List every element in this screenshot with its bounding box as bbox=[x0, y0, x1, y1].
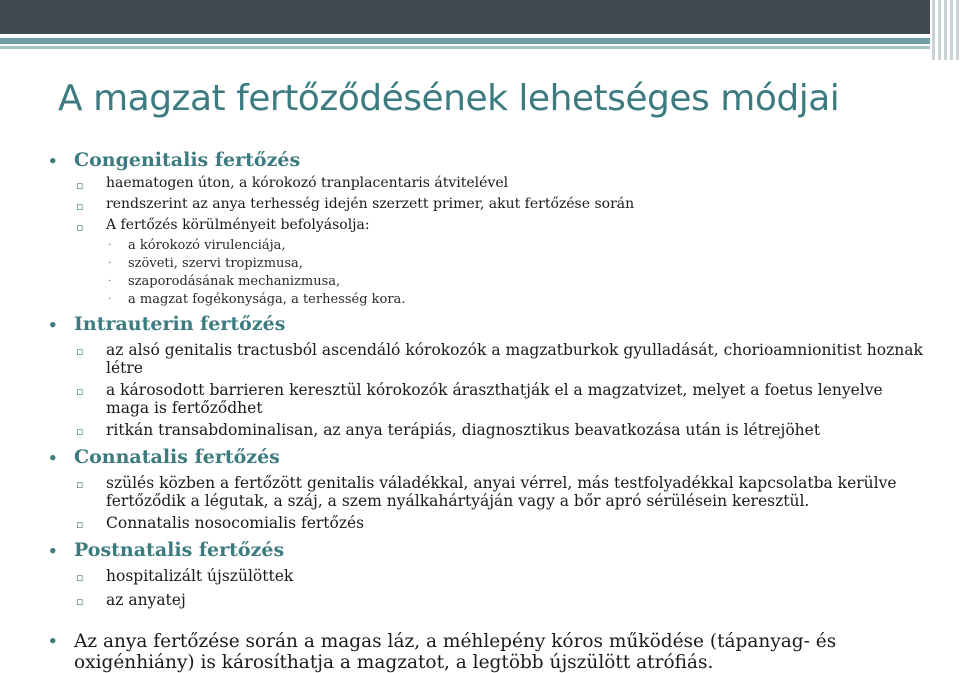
bullet-icon: • bbox=[48, 316, 58, 334]
list-item: ▫ hospitalizált újszülöttek bbox=[76, 567, 294, 585]
bullet-icon: • bbox=[48, 632, 58, 650]
section-intrauterin bbox=[48, 312, 928, 441]
sub-list-item: · a kórokozó virulenciája, bbox=[108, 238, 286, 253]
sub-bullet-icon: ▫ bbox=[76, 385, 84, 398]
sub-bullet-icon: ▫ bbox=[76, 478, 84, 491]
list-item: ▫ ritkán transabdominalisan, az anya terápiás, diagnosztikus beavatkozása után is létrejöhet bbox=[76, 421, 821, 439]
header-band bbox=[0, 0, 930, 34]
sub-list-item: · a magzat fogékonysága, a terhesség kora. bbox=[108, 292, 406, 307]
sub-bullet-icon: ▫ bbox=[76, 345, 84, 358]
sub-bullet-icon: ▫ bbox=[76, 518, 84, 531]
sub-list-item: · szöveti, szervi tropizmusa, bbox=[108, 256, 303, 271]
header-corner-pattern bbox=[932, 0, 960, 60]
bullet-icon: • bbox=[48, 449, 58, 467]
bullet-icon: • bbox=[48, 152, 58, 170]
section-heading: Intrauterin fertőzés bbox=[74, 313, 286, 335]
section-congenitalis bbox=[48, 148, 928, 308]
sub-bullet-icon: ▫ bbox=[76, 221, 84, 234]
header-stripe bbox=[0, 38, 930, 44]
list-item: ▫ Connatalis nosocomialis fertőzés bbox=[76, 514, 365, 532]
list-item: ▫ rendszerint az anya terhesség idején szerzett primer, akut fertőzése során bbox=[76, 196, 635, 213]
slide-title: A magzat fertőződésének lehetséges módjai bbox=[58, 78, 840, 119]
list-item: ▫ haematogen úton, a kórokozó tranplacentaris átvitelével bbox=[76, 175, 509, 192]
section-heading: Connatalis fertőzés bbox=[74, 446, 280, 468]
header-stripe-thin bbox=[0, 46, 930, 49]
sub-bullet-icon: ▫ bbox=[76, 595, 84, 608]
bullet-icon: • bbox=[48, 542, 58, 560]
dot-bullet-icon: · bbox=[108, 258, 112, 269]
list-item: ▫ az anyatej bbox=[76, 591, 186, 609]
sub-bullet-icon: ▫ bbox=[76, 425, 84, 438]
slide-content bbox=[48, 148, 928, 673]
list-item: ▫ A fertőzés körülményeit befolyásolja: bbox=[76, 217, 370, 234]
dot-bullet-icon: · bbox=[108, 240, 112, 251]
list-item: ▫ szülés közben a fertőzött genitalis váladékkal, anyai vérrel, más testfolyadékkal kapcsolatba kerülve fertőződik a légutak, a száj, a szem nyálkahártyáján vagy a bőr apró sérülésein keresztül. bbox=[76, 474, 897, 510]
sub-list-item: · szaporodásának mechanizmusa, bbox=[108, 274, 341, 289]
sub-bullet-icon: ▫ bbox=[76, 179, 84, 192]
conclusion-text: Az anya fertőzése során a magas láz, a méhlepény kóros működése (tápanyag- és oxigénhiány) is károsíthatja a magzatot, a legtöbb újszülött atrófiás. bbox=[74, 631, 837, 673]
section-heading: Congenitalis fertőzés bbox=[74, 149, 301, 171]
section-heading: Postnatalis fertőzés bbox=[74, 539, 285, 561]
list-item: ▫ az alsó genitalis tractusból ascendáló kórokozók a magzatburkok gyulladását, chorioamnionitist hoznak létre bbox=[76, 341, 923, 377]
dot-bullet-icon: · bbox=[108, 294, 112, 305]
list-item: ▫ a károsodott barrieren keresztül kórokozók áraszthatják el a magzatvizet, melyet a foetus lenyelve maga is fertőződhet bbox=[76, 381, 883, 417]
section-connatalis bbox=[48, 445, 928, 534]
sub-bullet-icon: ▫ bbox=[76, 571, 84, 584]
sub-bullet-icon: ▫ bbox=[76, 200, 84, 213]
dot-bullet-icon: · bbox=[108, 276, 112, 287]
conclusion bbox=[48, 631, 928, 673]
section-postnatalis bbox=[48, 538, 928, 611]
